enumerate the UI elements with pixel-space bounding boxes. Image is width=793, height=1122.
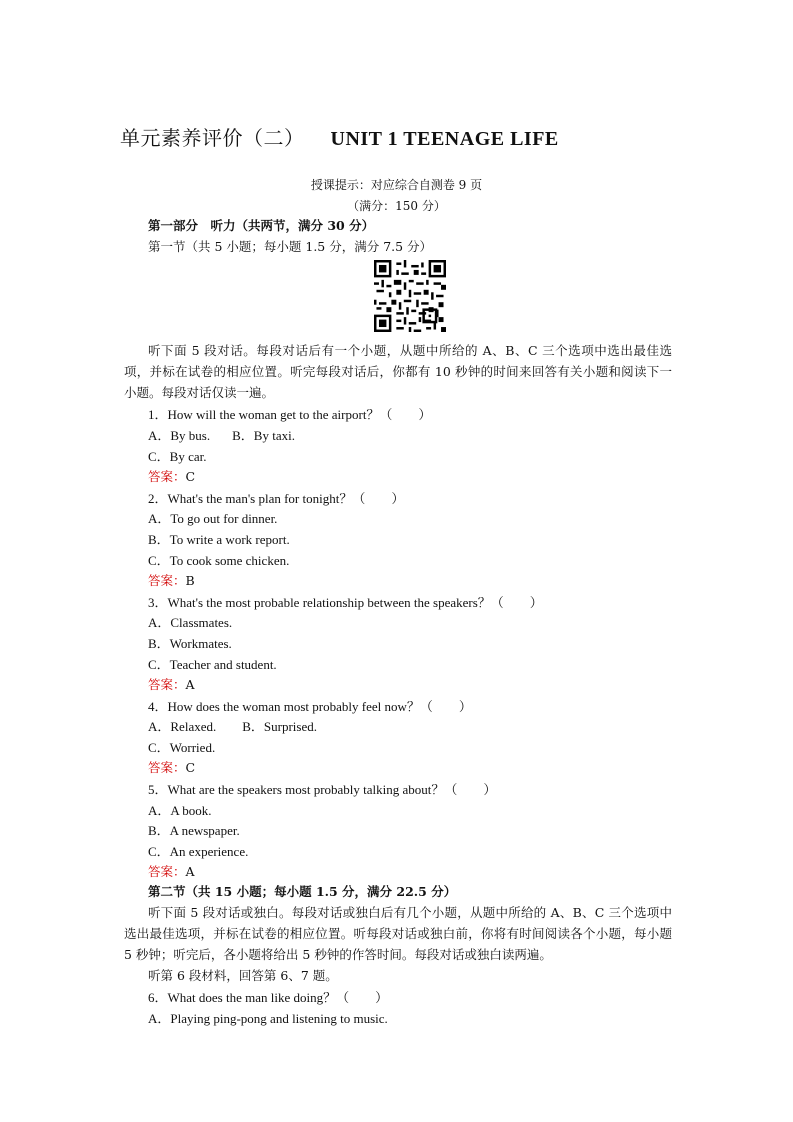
qr-code[interactable]: [374, 260, 446, 332]
title-english: UNIT 1 TEENAGE LIFE: [330, 128, 559, 150]
q2-option-c[interactable]: C．To cook some chicken.: [148, 553, 290, 568]
answer-value: A: [185, 677, 195, 692]
answer-value: C: [185, 469, 196, 484]
q4-option-c[interactable]: C．Worried.: [148, 740, 216, 755]
question-2: 2．What's the man's plan for tonight？（ ）: [148, 491, 405, 506]
q1-option-a[interactable]: A．By bus.: [148, 428, 211, 443]
q2-answer: [148, 571, 195, 589]
question-4: 4．How does the woman most probably feel now？（ ）: [148, 699, 472, 714]
full-score: （满分：150 分）: [347, 199, 446, 213]
answer-value: A: [185, 864, 195, 879]
section2-instructions: 听下面 5 段对话或独白。每段对话或独白后有几个小题，从题中所给的 A、B、C 三个选项中选出最佳选项，并标在试卷的相应位置。听每段对话或独白前，你将有时间阅读各个小题，每小题 5 秒钟；听完后，各小题将给出 5 秒钟的作答时间。每段对话或独白读两遍。: [124, 905, 672, 962]
q3-answer: [148, 675, 195, 693]
q5-option-b[interactable]: B．A newspaper.: [148, 823, 240, 838]
q4-options-row: [148, 716, 317, 735]
q3-option-a[interactable]: A．Classmates.: [148, 615, 233, 630]
title-chinese: 单元素养评价（二）: [120, 126, 305, 150]
q1-answer: [148, 467, 195, 485]
q1-options-row: [148, 425, 295, 444]
q4-option-a[interactable]: A．Relaxed.: [148, 719, 217, 734]
q2-option-b[interactable]: B．To write a work report.: [148, 532, 290, 547]
material6-note: 听第 6 段材料，回答第 6、7 题。: [148, 968, 338, 983]
section2-heading-text: 第二节（共 15 小题；每小题 1.5 分，满分 22.5 分）: [148, 884, 457, 899]
q1-option-b[interactable]: B．By taxi.: [232, 428, 295, 443]
question-5: 5．What are the speakers most probably talking about？（ ）: [148, 782, 497, 797]
teaching-hint: 授课提示：对应综合自测卷 9 页: [310, 178, 483, 192]
section2-heading: [148, 882, 456, 900]
answer-label: 答案：: [148, 677, 186, 692]
q5-answer: [148, 862, 195, 880]
answer-value: C: [185, 760, 196, 775]
answer-label: 答案：: [148, 760, 186, 775]
q3-option-b[interactable]: B．Workmates.: [148, 636, 232, 651]
question-3: 3．What's the most probable relationship between the speakers？（ ）: [148, 595, 543, 610]
answer-label: 答案：: [148, 469, 186, 484]
question-1: 1．How will the woman get to the airport？（ ）: [148, 407, 432, 422]
answer-label: 答案：: [148, 573, 186, 588]
page-title: [120, 122, 559, 151]
section1-instructions: 听下面 5 段对话。每段对话后有一个小题，从题中所给的 A、B、C 三个选项中选出最佳选项，并标在试卷的相应位置。听完每段对话后，你都有 10 秒钟的时间来回答有关小题和阅读下一小题。每段对话仅读一遍。: [124, 343, 672, 400]
answer-label: 答案：: [148, 864, 186, 879]
section1-heading: 第一节（共 5 小题；每小题 1.5 分，满分 7.5 分）: [148, 239, 433, 254]
q4-option-b[interactable]: B．Surprised.: [242, 719, 317, 734]
q1-option-c[interactable]: C．By car.: [148, 449, 207, 464]
q6-option-a[interactable]: A．Playing ping-pong and listening to music.: [148, 1011, 388, 1026]
question-6: 6．What does the man like doing？（ ）: [148, 990, 389, 1005]
q4-answer: [148, 758, 195, 776]
q3-option-c[interactable]: C．Teacher and student.: [148, 657, 277, 672]
q2-option-a[interactable]: A．To go out for dinner.: [148, 511, 278, 526]
q5-option-a[interactable]: A．A book.: [148, 803, 212, 818]
answer-value: B: [185, 573, 195, 588]
part1-heading: 第一部分 听力（共两节，满分 30 分）: [148, 218, 375, 233]
q5-option-c[interactable]: C．An experience.: [148, 844, 249, 859]
